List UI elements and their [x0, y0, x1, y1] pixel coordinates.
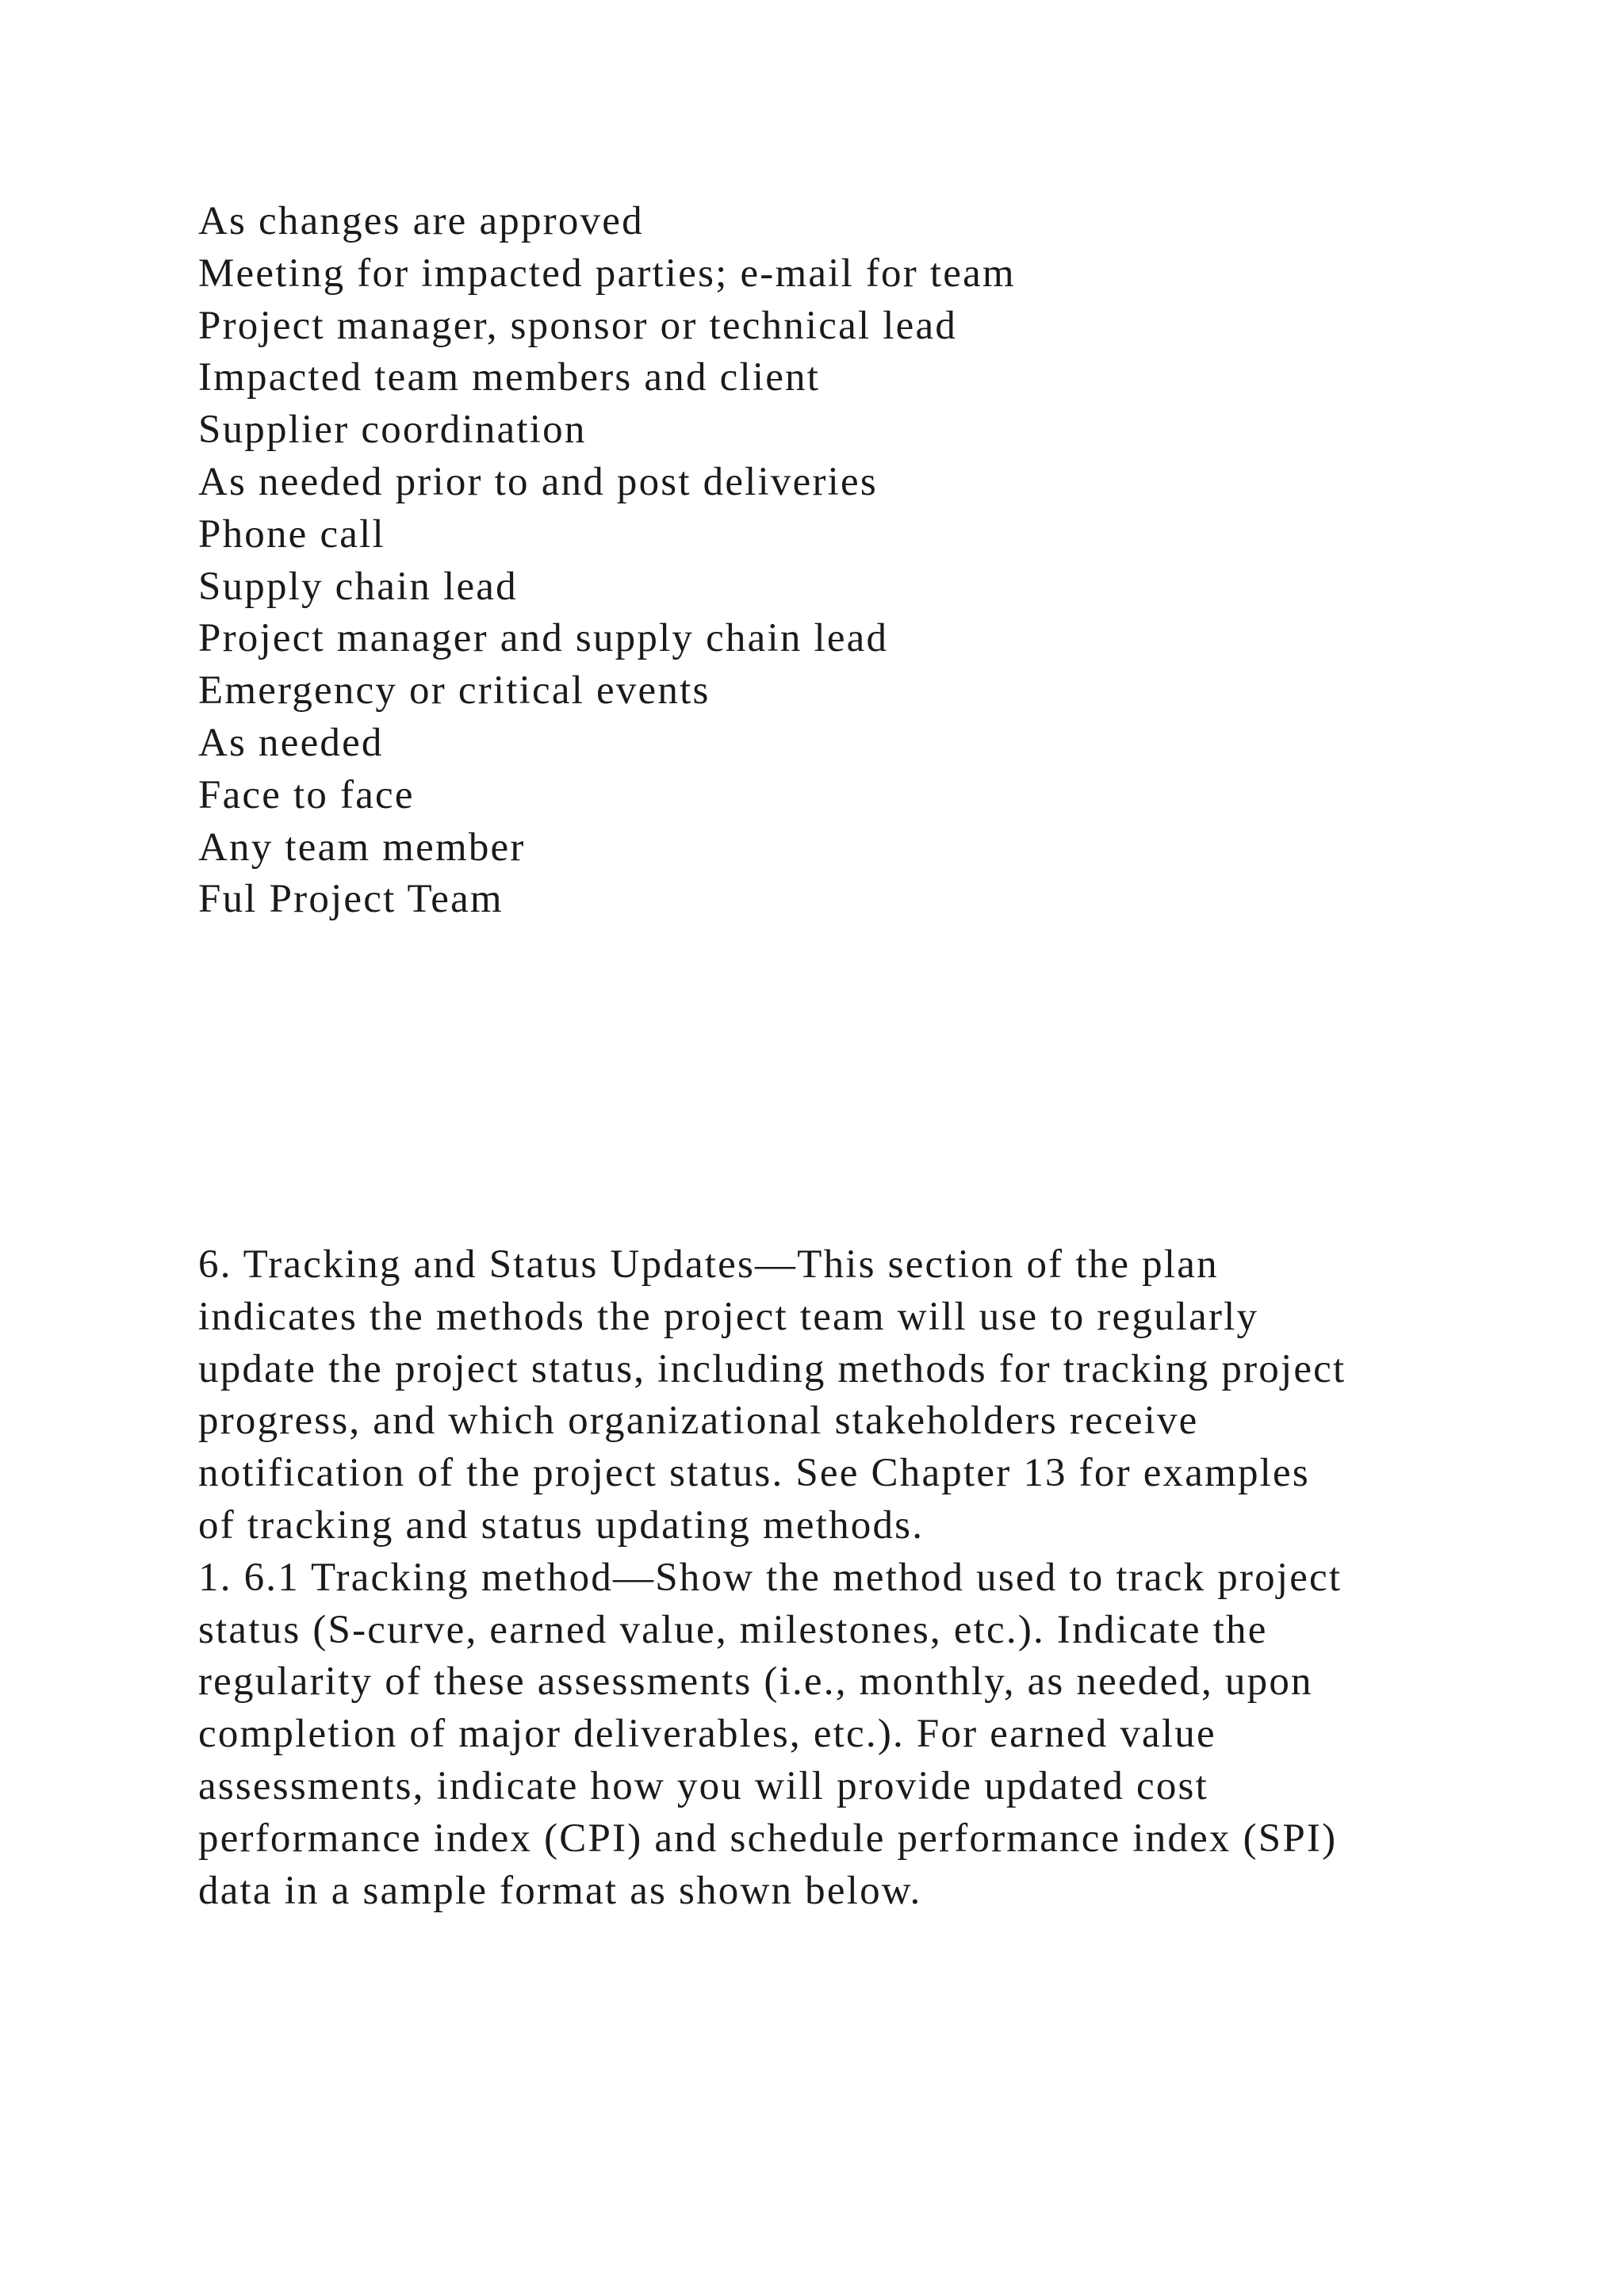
- list-line: Any team member: [198, 825, 526, 870]
- list-line: Impacted team members and client: [198, 355, 821, 400]
- list-line: Face to face: [198, 772, 415, 817]
- paragraph-line: notification of the project status. See Chapter 13 for examples: [198, 1451, 1310, 1496]
- paragraph-line: performance index (CPI) and schedule performance index (SPI): [198, 1816, 1338, 1861]
- paragraph-line: of tracking and status updating methods.: [198, 1502, 925, 1548]
- list-line: Supply chain lead: [198, 564, 518, 609]
- list-line: Ful Project Team: [198, 877, 504, 922]
- paragraph-line: status (S-curve, earned value, milestones, etc.). Indicate the: [198, 1607, 1268, 1652]
- list-line: As needed: [198, 720, 384, 765]
- list-line: Phone call: [198, 511, 385, 557]
- list-line: Project manager, sponsor or technical lead: [198, 303, 958, 348]
- list-line: As needed prior to and post deliveries: [198, 459, 878, 504]
- paragraph-line: progress, and which organizational stakeholders receive: [198, 1399, 1199, 1444]
- paragraph-line: update the project status, including methods for tracking project: [198, 1346, 1346, 1391]
- paragraph-line: assessments, indicate how you will provide updated cost: [198, 1763, 1208, 1808]
- communication-list: [198, 196, 1467, 926]
- subsection-line: 1. 6.1 Tracking method—Show the method used to track project: [198, 1555, 1342, 1600]
- list-line: Project manager and supply chain lead: [198, 616, 889, 661]
- paragraph-line: data in a sample format as shown below.: [198, 1868, 922, 1913]
- list-line: Meeting for impacted parties; e-mail for team: [198, 251, 1016, 296]
- list-line: Emergency or critical events: [198, 668, 710, 714]
- list-line: As changes are approved: [198, 199, 644, 243]
- paragraph-line: regularity of these assessments (i.e., monthly, as needed, upon: [198, 1659, 1313, 1705]
- paragraph-line: completion of major deliverables, etc.). For earned value: [198, 1712, 1216, 1757]
- section-heading-line: 6. Tracking and Status Updates—This section of the plan: [198, 1242, 1219, 1287]
- paragraph-line: indicates the methods the project team will use to regularly: [198, 1294, 1259, 1339]
- list-line: Supplier coordination: [198, 408, 587, 453]
- tracking-section: [198, 1239, 1467, 1917]
